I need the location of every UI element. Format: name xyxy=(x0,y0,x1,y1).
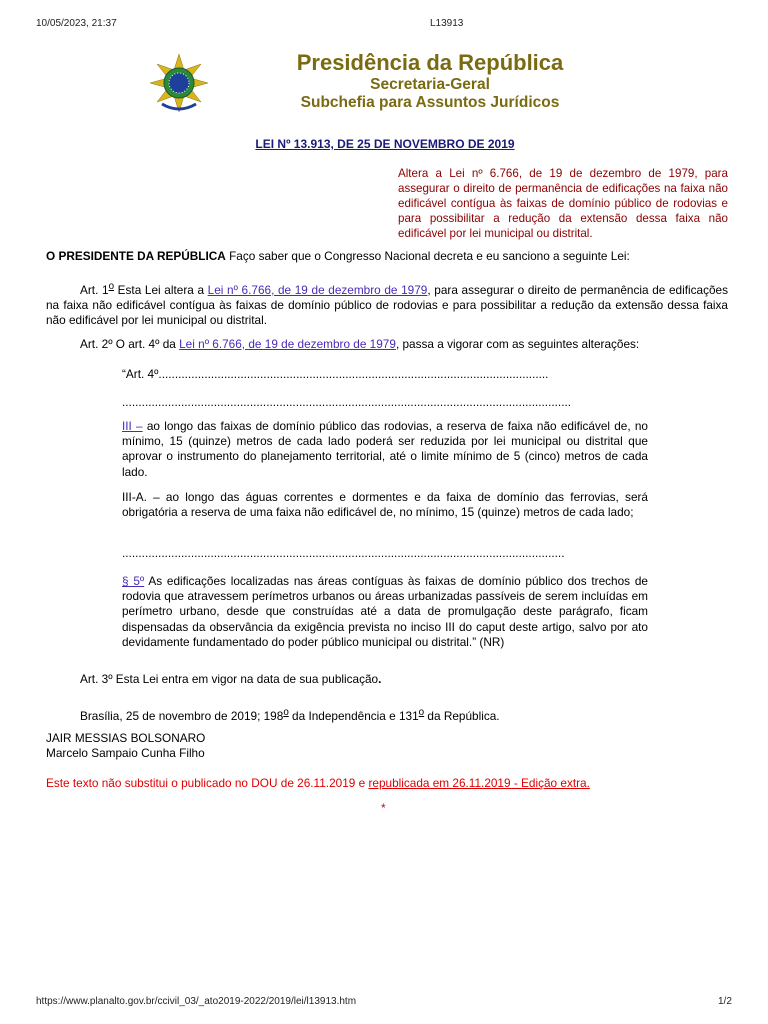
signature-minister: Marcelo Sampaio Cunha Filho xyxy=(46,746,205,760)
publication-note xyxy=(46,776,590,790)
art2-law-link[interactable]: Lei nº 6.766, de 19 de dezembro de 1979 xyxy=(179,337,396,351)
print-datetime: 10/05/2023, 21:37 xyxy=(36,18,117,29)
footer-page: 1/2 xyxy=(718,996,732,1007)
law-summary: Altera a Lei nº 6.766, de 19 de dezembro de 1979, para assegurar o direito de permanência de edificações na faixa não edificável contígua às faixas de domínio público de rodovias e para possibilitar a redução da extensão dessa faixa não edificável por lei municipal ou distrital. xyxy=(398,167,728,240)
preamble-text: Faço saber que o Congresso Nacional decreta e eu sanciono a seguinte Lei: xyxy=(225,249,630,263)
quote-dots-2: ....................................................................................................................................... xyxy=(122,546,565,560)
signature-president: JAIR MESSIAS BOLSONARO xyxy=(46,731,206,745)
quote-inciso-3 xyxy=(122,419,648,480)
closing-b: da Independência e 131 xyxy=(288,708,419,723)
preamble-caps: O PRESIDENTE DA REPÚBLICA xyxy=(46,249,226,263)
quote-art4: “Art. 4º....................................................................................................................... xyxy=(122,367,549,381)
brand-subtitle-2: Subchefia para Assuntos Jurídicos xyxy=(300,94,560,111)
art1-law-link[interactable]: Lei nº 6.766, de 19 de dezembro de 1979 xyxy=(207,282,428,297)
paragraph-5-text: As edificações localizadas nas áreas contíguas às faixas de domínio público dos trechos de rodovia que atravessem perímetros urbanos ou áreas urbanizadas passíveis de serem incluídas em perímetro urbano, desde que construídas até a data de promulgação deste parágrafo, ficam dispensadas da observância da exigência prevista no inciso III do caput deste artigo, salvo por ato devidamente fundamentado do poder público municipal ou distrital.” (NR) xyxy=(122,574,648,649)
closing-c: da República. xyxy=(424,708,500,723)
print-doc-id: L13913 xyxy=(430,18,464,29)
quote-inciso-3a: III-A. – ao longo das águas correntes e dormentes e da faixa de domínio das ferrovias, será obrigatória a reserva de uma faixa não edificável de, no mínimo, 15 (quinze) metros de cada lado; xyxy=(122,490,648,520)
closing-a: Brasília, 25 de novembro de 2019; 198 xyxy=(80,708,284,723)
inciso-3-text: ao longo das faixas de domínio público das rodovias, a reserva de faixa não edificável de, no mínimo, 15 (quinze) metros de cada lado poderá ser reduzida por lei municipal ou distrital que aprovar o instrumento do planejamento territorial, até o limite mínimo de 5 (cinco) metros de cada lado. xyxy=(122,419,648,479)
inciso-3-link[interactable]: III – xyxy=(122,419,143,433)
closing-ordinal-2: o xyxy=(418,707,425,718)
article-2 xyxy=(46,337,728,352)
brand-title: Presidência da República xyxy=(296,50,564,75)
note-link[interactable]: republicada em 26.11.2019 - Edição extra. xyxy=(368,776,590,790)
paragraph-5-link[interactable]: § 5º xyxy=(122,574,145,588)
art2-text-a: Art. 2º O art. 4º da xyxy=(80,337,180,351)
art2-text-b: , passa a vigorar com as seguintes alterações: xyxy=(395,337,640,351)
red-asterisk: * xyxy=(381,801,386,815)
quote-paragraph-5 xyxy=(122,574,648,650)
art1-text-a: Esta Lei altera a xyxy=(114,282,208,297)
quote-dots-1: ......................................................................................................................................... xyxy=(122,395,572,409)
closing-line xyxy=(80,705,720,724)
art3-end: . xyxy=(378,672,382,686)
article-3 xyxy=(80,672,720,687)
footer-url: https://www.planalto.gov.br/ccivil_03/_ato2019-2022/2019/lei/l13913.htm xyxy=(36,996,357,1007)
preamble xyxy=(46,249,728,264)
art1-label: Art. 1 xyxy=(80,282,109,297)
closing-ordinal-1: o xyxy=(283,707,289,718)
article-1 xyxy=(46,279,728,329)
law-title[interactable]: LEI Nº 13.913, DE 25 DE NOVEMBRO DE 2019 xyxy=(255,137,515,151)
art1-text-b: , para assegurar o direito de permanência de edificações na faixa não edificável contígua às faixas de domínio público de rodovias e para possibilitar a redução da extensão dessa faixa não edificável por lei municipal ou distrital. xyxy=(46,282,728,328)
note-text: Este texto não substitui o publicado no DOU de 26.11.2019 e xyxy=(46,776,369,790)
art1-ordinal: o xyxy=(108,281,115,292)
brand-subtitle: Secretaria-Geral xyxy=(370,76,490,93)
art3-text: Art. 3º Esta Lei entra em vigor na data de sua publicação xyxy=(80,672,379,686)
